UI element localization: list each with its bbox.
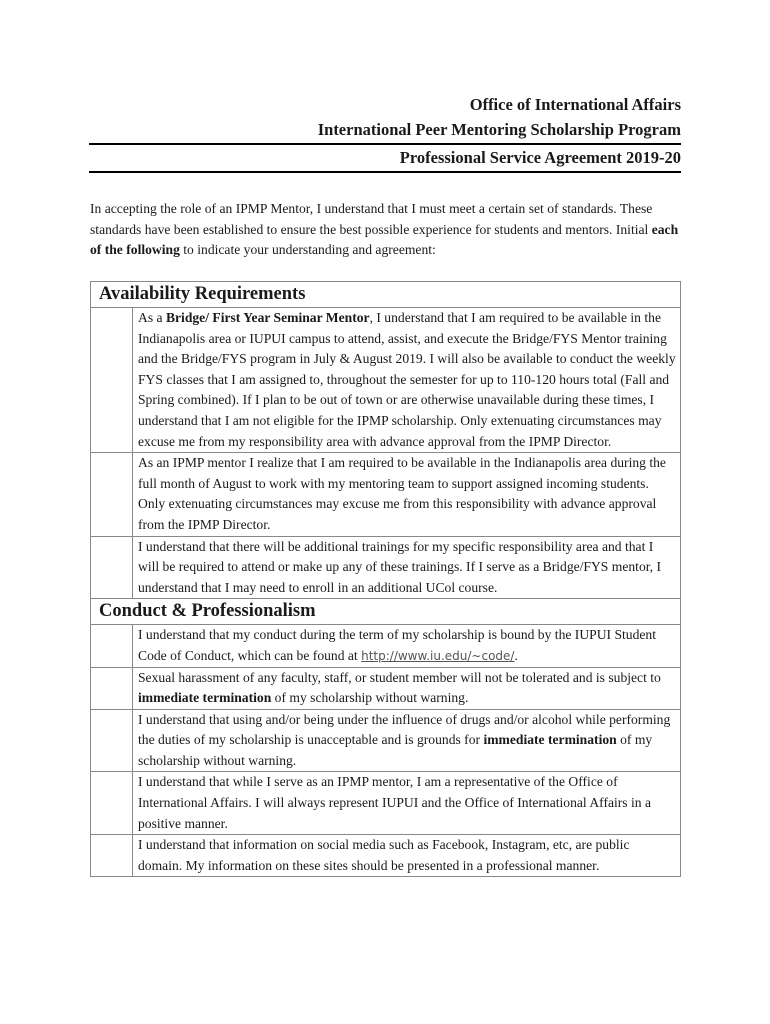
section-title-availability: Availability Requirements bbox=[91, 282, 681, 308]
agreement-title: Professional Service Agreement 2019-20 bbox=[399, 148, 681, 167]
initial-box[interactable] bbox=[91, 308, 133, 453]
header-rule-top bbox=[89, 143, 681, 145]
initial-box[interactable] bbox=[91, 709, 133, 772]
office-title: Office of International Affairs bbox=[469, 95, 681, 114]
table-row bbox=[91, 709, 681, 772]
table-row bbox=[91, 772, 681, 835]
section-header-row bbox=[91, 282, 681, 308]
table-row bbox=[91, 536, 681, 599]
statement-text: I understand that using and/or being under the influence of drugs and/or alcohol while performing the duties of my scholarship is unacceptable and is grounds for bbox=[138, 711, 671, 748]
table-row bbox=[91, 625, 681, 667]
intro-bold: each of the following bbox=[90, 221, 679, 258]
statement-harassment bbox=[133, 667, 681, 709]
statement-bridge-mentor bbox=[133, 308, 681, 453]
initial-box[interactable] bbox=[91, 835, 133, 877]
table-row bbox=[91, 667, 681, 709]
initial-box[interactable] bbox=[91, 772, 133, 835]
statement-bold: Bridge/ First Year Seminar Mentor bbox=[165, 310, 370, 325]
header-rule-bottom bbox=[89, 171, 681, 173]
section-title-conduct: Conduct & Professionalism bbox=[91, 599, 681, 625]
table-row bbox=[91, 308, 681, 453]
statement-text: , I understand that I am required to be available in the Indianapolis area or IUPUI campus to attend, assist, and execute the Bridge/FYS Mentor training and the Bridge/FYS program in July & August 2019. I will also be available to conduct the weekly FYS classes that I am assigned to, throughout the semester for up to 110-120 hours total (Fall and Spring combined). If I plan to be out of town or are otherwise unavailable during these times, I understand that I am not eligible for the IPMP scholarship. Only extenuating circumstances may excuse me from my responsibility area with advance approval from the IPMP Director. bbox=[138, 310, 676, 449]
initial-box[interactable] bbox=[91, 667, 133, 709]
statement-social-media: I understand that information on social media such as Facebook, Instagram, etc, are public domain. My information on these sites should be presented in a professional manner. bbox=[133, 835, 681, 877]
statement-trainings: I understand that there will be additional trainings for my specific responsibility area and that I will be required to attend or make up any of these trainings. If I serve as a Bridge/FYS mentor, I understand that I may need to enroll in an additional UCol course. bbox=[133, 536, 681, 599]
statement-text: Sexual harassment of any faculty, staff, or student member will not be tolerated and is subject to bbox=[138, 669, 661, 685]
program-title: International Peer Mentoring Scholarship Program bbox=[317, 120, 681, 139]
initial-box[interactable] bbox=[91, 625, 133, 667]
statement-suffix: . bbox=[514, 647, 518, 663]
statement-bold: immediate termination bbox=[483, 732, 617, 748]
agreement-table bbox=[90, 281, 681, 877]
intro-text-after: to indicate your understanding and agreement: bbox=[179, 242, 436, 258]
table-row bbox=[91, 453, 681, 536]
table-row bbox=[91, 835, 681, 877]
intro-text-before: In accepting the role of an IPMP Mentor, I understand that I must meet a certain set of standards. These standards have been established to ensure the best possible experience for students and mentors. Initial bbox=[90, 201, 653, 237]
statement-august: As an IPMP mentor I realize that I am required to be available in the Indianapolis area during the full month of August to work with my mentoring team to support assigned incoming students. Only extenuating circumstances may excuse me from this responsibility with advance approval from the IPMP Director. bbox=[133, 453, 681, 536]
code-of-conduct-link[interactable]: http://www.iu.edu/~code/ bbox=[361, 648, 515, 663]
intro-paragraph bbox=[90, 199, 680, 261]
initial-box[interactable] bbox=[91, 453, 133, 536]
statement-drugs-alcohol bbox=[133, 709, 681, 772]
statement-bold: immediate termination bbox=[138, 690, 272, 706]
initial-box[interactable] bbox=[91, 536, 133, 599]
statement-suffix: of my scholarship without warning. bbox=[271, 690, 469, 706]
statement-representative: I understand that while I serve as an IPMP mentor, I am a representative of the Office of International Affairs. I will always represent IUPUI and the Office of International Affairs in a positive manner. bbox=[133, 772, 681, 835]
section-header-row bbox=[91, 599, 681, 625]
statement-code-of-conduct bbox=[133, 625, 681, 667]
statement-text: I understand that my conduct during the term of my scholarship is bound by the IUPUI Student Code of Conduct, which can be found at bbox=[138, 627, 656, 663]
statement-prefix: As a bbox=[138, 310, 166, 325]
statement-suffix: of my scholarship without warning. bbox=[138, 732, 653, 768]
